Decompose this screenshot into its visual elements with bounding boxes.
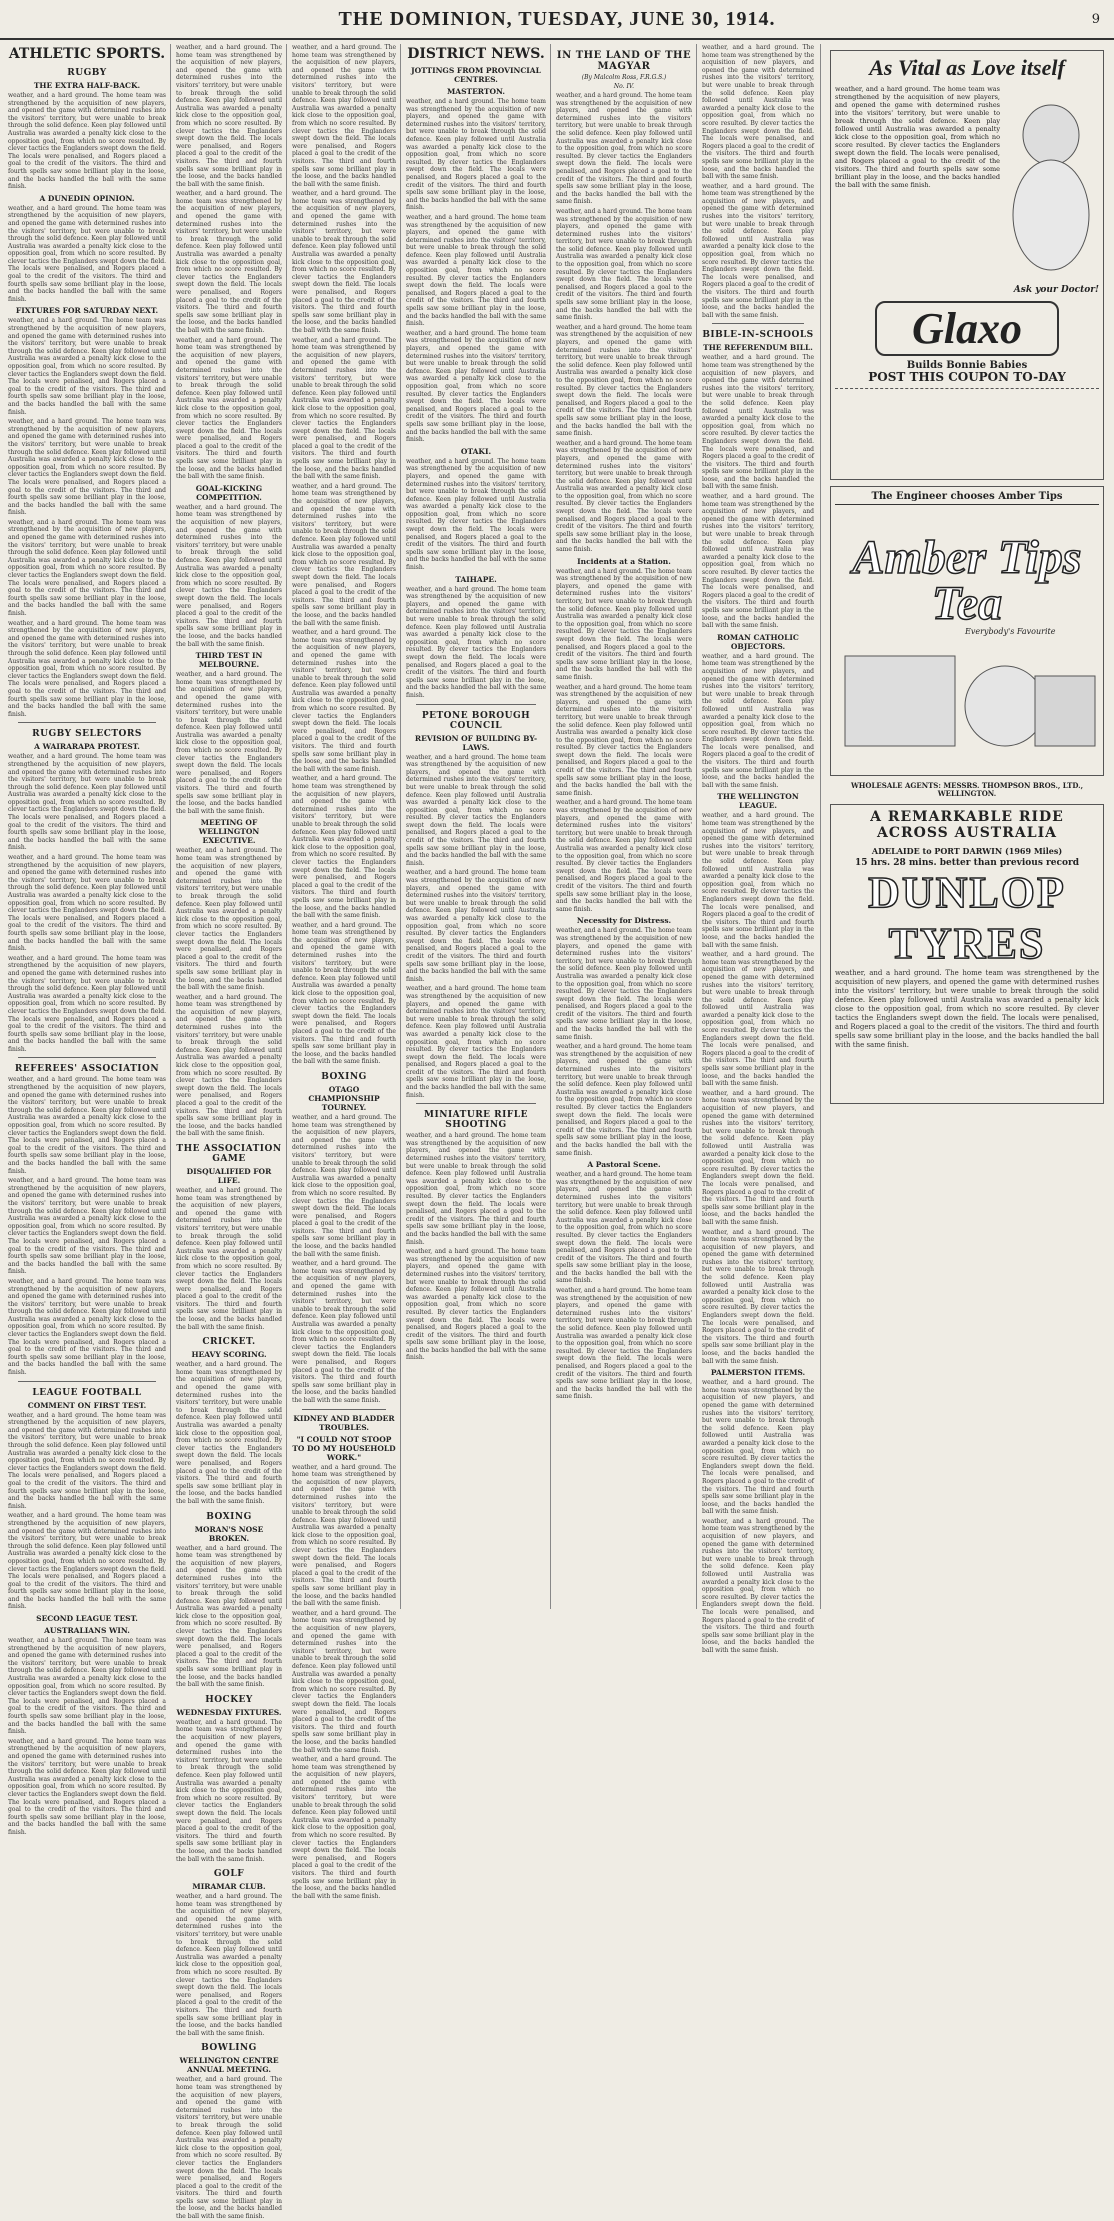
subheading: BOXING: [321, 1071, 367, 1082]
amber-tips-logo: Amber Tips Tea: [852, 531, 1082, 630]
article-text: weather, and a hard ground. The home team was strengthened by the acquisition of new players, and opened the game with determined rushes into the visitors' territory, but were unable to break through the solid defence. Keen play followed until Australia was awarded a penalty kick close to the opposition goal, from which no score resulted. By clever tactics the Englanders swept down the field. The locals were penalised, and Rogers placed a goal to the credit of the visitors. The third and fourth spells saw some brilliant play in the loose, and the backs handled the ball with the same finish.: [292, 336, 396, 481]
article-text: weather, and a hard ground. The home team was strengthened by the acquisition of new players, and opened the game with determined rushes into the visitors' territory, but were unable to break through the solid defence. Keen play followed until Australia was awarded a penalty kick close to the opposition goal, from which no score resulted. By clever tactics the Englanders swept down the field. The locals were penalised, and Rogers placed a goal to the credit of the visitors. The third and fourth spells saw some brilliant play in the loose, and the backs handled the ball with the same finish.: [8, 204, 166, 303]
subheading: KIDNEY AND BLADDER TROUBLES.: [293, 1413, 395, 1432]
subheading: MINIATURE RIFLE SHOOTING: [424, 1110, 528, 1131]
subheading: DISQUALIFIED FOR LIFE.: [186, 1166, 272, 1185]
glaxo-logo: Glaxo: [875, 301, 1059, 356]
article-text: weather, and a hard ground. The home team was strengthened by the acquisition of new players, and opened the game with determined rushes into the visitors' territory, but were unable to break through the solid defence. Keen play followed until Australia was awarded a penalty kick close to the opposition goal, from which no score resulted. By clever tactics the Englanders swept down the field. The locals were penalised, and Rogers placed a goal to the credit of the visitors. The third and fourth spells saw some brilliant play in the loose, and the backs handled the ball with the same finish.: [176, 2076, 282, 2221]
article-text: weather, and a hard ground. The home team was strengthened by the acquisition of new players, and opened the game with determined rushes into the visitors' territory, but were unable to break through the solid defence. Keen play followed until Australia was awarded a penalty kick close to the opposition goal, from which no score resulted. By clever tactics the Englanders swept down the field. The locals were penalised, and Rogers placed a goal to the credit of the visitors. The third and fourth spells saw some brilliant play in the loose, and the backs handled the ball with the same finish.: [702, 812, 814, 949]
ad-tagline: Everybody's Favourite: [965, 627, 1056, 636]
baby-illustration: [1006, 85, 1096, 285]
subheading: OTAGO CHAMPIONSHIP TOURNEY.: [308, 1084, 380, 1112]
section-heading: IN THE LAND OF THE MAGYAR: [556, 50, 692, 72]
article-text: weather, and a hard ground. The home team was strengthened by the acquisition of new players, and opened the game with determined rushes into the visitors' territory, but were unable to break through the solid defence. Keen play followed until Australia was awarded a penalty kick close to the opposition goal, from which no score resulted. By clever tactics the Englanders swept down the field. The locals were penalised, and Rogers placed a goal to the credit of the visitors. The third and fourth spells saw some brilliant play in the loose, and the backs handled the ball with the same finish.: [8, 1637, 166, 1736]
article-text: weather, and a hard ground. The home team was strengthened by the acquisition of new players, and opened the game with determined rushes into the visitors' territory, but were unable to break through the solid defence. Keen play followed until Australia was awarded a penalty kick close to the opposition goal, from which no score resulted. By clever tactics the Englanders swept down the field. The locals were penalised, and Rogers placed a goal to the credit of the visitors. The third and fourth spells saw some brilliant play in the loose, and the backs handled the ball with the same finish.: [556, 1043, 692, 1157]
article-text: weather, and a hard ground. The home team was strengthened by the acquisition of new players, and opened the game with determined rushes into the visitors' territory, but were unable to break through the solid defence. Keen play followed until Australia was awarded a penalty kick close to the opposition goal, from which no score resulted. By clever tactics the Englanders swept down the field. The locals were penalised, and Rogers placed a goal to the credit of the visitors. The third and fourth spells saw some brilliant play in the loose, and the backs handled the ball with the same finish.: [176, 671, 282, 815]
article-text: weather, and a hard ground. The home team was strengthened by the acquisition of new players, and opened the game with determined rushes into the visitors' territory, but were unable to break through the solid defence. Keen play followed until Australia was awarded a penalty kick close to the opposition goal, from which no score resulted. By clever tactics the Englanders swept down the field. The locals were penalised, and Rogers placed a goal to the credit of the visitors. The third and fourth spells saw some brilliant play in the loose, and the backs handled the ball with the same finish.: [8, 92, 166, 191]
subheading: ROMAN CATHOLIC OBJECTORS.: [717, 632, 799, 651]
article-text: weather, and a hard ground. The home team was strengthened by the acquisition of new players, and opened the game with determined rushes into the visitors' territory, but were unable to break through the solid defence. Keen play followed until Australia was awarded a penalty kick close to the opposition goal, from which no score resulted. By clever tactics the Englanders swept down the field. The locals were penalised, and Rogers placed a goal to the credit of the visitors. The third and fourth spells saw some brilliant play in the loose, and the backs handled the ball with the same finish.: [8, 1277, 166, 1377]
article-text: weather, and a hard ground. The home team was strengthened by the acquisition of new players, and opened the game with determined rushes into the visitors' territory, but were unable to break through the solid defence. Keen play followed until Australia was awarded a penalty kick close to the opposition goal, from which no score resulted. By clever tactics the Englanders swept down the field. The locals were penalised, and Rogers placed a goal to the credit of the visitors. The third and fourth spells saw some brilliant play in the loose, and the backs handled the ball with the same finish.: [8, 317, 166, 416]
ad-headline: As Vital as Love itself: [869, 55, 1065, 80]
article-text: weather, and a hard ground. The home team was strengthened by the acquisition of new players, and opened the game with determined rushes into the visitors' territory, but were unable to break through the solid defence. Keen play followed until Australia was awarded a penalty kick close to the opposition goal, from which no score resulted. By clever tactics the Englanders swept down the field. The locals were penalised, and Rogers placed a goal to the credit of the visitors. The third and fourth spells saw some brilliant play in the loose, and the backs handled the ball with the same finish.: [702, 44, 814, 181]
article-text: weather, and a hard ground. The home team was strengthened by the acquisition of new players, and opened the game with determined rushes into the visitors' territory, but were unable to break through the solid defence. Keen play followed until Australia was awarded a penalty kick close to the opposition goal, from which no score resulted. By clever tactics the Englanders swept down the field. The locals were penalised, and Rogers placed a goal to the credit of the visitors. The third and fourth spells saw some brilliant play in the loose, and the backs handled the ball with the same finish.: [406, 869, 546, 983]
article-text: weather, and a hard ground. The home team was strengthened by the acquisition of new players, and opened the game with determined rushes into the visitors' territory, but were unable to break through the solid defence. Keen play followed until Australia was awarded a penalty kick close to the opposition goal, from which no score resulted. By clever tactics the Englanders swept down the field. The locals were penalised, and Rogers placed a goal to the credit of the visitors. The third and fourth spells saw some brilliant play in the loose, and the backs handled the ball with the same finish.: [176, 336, 282, 481]
subheading: JOTTINGS FROM PROVINCIAL CENTRES.: [411, 66, 541, 84]
subheading: RUGBY: [67, 68, 107, 78]
article-text: weather, and a hard ground. The home team was strengthened by the acquisition of new players, and opened the game with determined rushes into the visitors' territory, but were unable to break through the solid defence. Keen play followed until Australia was awarded a penalty kick close to the opposition goal, from which no score resulted. By clever tactics the Englanders swept down the field. The locals were penalised, and Rogers placed a goal to the credit of the visitors. The third and fourth spells saw some brilliant play in the loose, and the backs handled the ball with the same finish.: [406, 1248, 546, 1362]
article-text: weather, and a hard ground. The home team was strengthened by the acquisition of new players, and opened the game with determined rushes into the visitors' territory, but were unable to break through the solid defence. Keen play followed until Australia was awarded a penalty kick close to the opposition goal, from which no score resulted. By clever tactics the Englanders swept down the field. The locals were penalised, and Rogers placed a goal to the credit of the visitors. The third and fourth spells saw some brilliant play in the loose, and the backs handled the ball with the same finish.: [406, 213, 546, 328]
ad-doctor: Ask your Doctor!: [1013, 285, 1099, 295]
article-text: weather, and a hard ground. The home team was strengthened by the acquisition of new players, and opened the game with determined rushes into the visitors' territory, but were unable to break through the solid defence. Keen play followed until Australia was awarded a penalty kick close to the opposition goal, from which no score resulted. By clever tactics the Englanders swept down the field. The locals were penalised, and Rogers placed a goal to the credit of the visitors. The third and fourth spells saw some brilliant play in the loose, and the backs handled the ball with the same finish.: [556, 1287, 692, 1401]
masthead: [0, 0, 1114, 40]
ad-body: weather, and a hard ground. The home team was strengthened by the acquisition of new players, and opened the game with determined rushes into the visitors' territory, but were unable to break through the solid defence. Keen play followed until Australia was awarded a penalty kick close to the opposition goal, from which no score resulted. By clever tactics the Englanders swept down the field. The locals were penalised, and Rogers placed a goal to the credit of the visitors. The third and fourth spells saw some brilliant play in the loose, and the backs handled the ball with the same finish.: [835, 969, 1099, 1049]
article-text: weather, and a hard ground. The home team was strengthened by the acquisition of new players, and opened the game with determined rushes into the visitors' territory, but were unable to break through the solid defence. Keen play followed until Australia was awarded a penalty kick close to the opposition goal, from which no score resulted. By clever tactics the Englanders swept down the field. The locals were penalised, and Rogers placed a goal to the credit of the visitors. The third and fourth spells saw some brilliant play in the loose, and the backs handled the ball with the same finish.: [702, 182, 814, 319]
article-text: weather, and a hard ground. The home team was strengthened by the acquisition of new players, and opened the game with determined rushes into the visitors' territory, but were unable to break through the solid defence. Keen play followed until Australia was awarded a penalty kick close to the opposition goal, from which no score resulted. By clever tactics the Englanders swept down the field. The locals were penalised, and Rogers placed a goal to the credit of the visitors. The third and fourth spells saw some brilliant play in the loose, and the backs handled the ball with the same finish.: [292, 1260, 396, 1404]
subheading: WEDNESDAY FIXTURES.: [176, 1707, 282, 1717]
article-text: weather, and a hard ground. The home team was strengthened by the acquisition of new players, and opened the game with determined rushes into the visitors' territory, but were unable to break through the solid defence. Keen play followed until Australia was awarded a penalty kick close to the opposition goal, from which no score resulted. By clever tactics the Englanders swept down the field. The locals were penalised, and Rogers placed a goal to the credit of the visitors. The third and fourth spells saw some brilliant play in the loose, and the backs handled the ball with the same finish.: [8, 1512, 166, 1611]
article-text: weather, and a hard ground. The home team was strengthened by the acquisition of new players, and opened the game with determined rushes into the visitors' territory, but were unable to break through the solid defence. Keen play followed until Australia was awarded a penalty kick close to the opposition goal, from which no score resulted. By clever tactics the Englanders swept down the field. The locals were penalised, and Rogers placed a goal to the credit of the visitors. The third and fourth spells saw some brilliant play in the loose, and the backs handled the ball with the same finish.: [176, 1361, 282, 1505]
column-athletic-sports: [4, 44, 170, 1836]
article-text: weather, and a hard ground. The home team was strengthened by the acquisition of new players, and opened the game with determined rushes into the visitors' territory, but were unable to break through the solid defence. Keen play followed until Australia was awarded a penalty kick close to the opposition goal, from which no score resulted. By clever tactics the Englanders swept down the field. The locals were penalised, and Rogers placed a goal to the credit of the visitors. The third and fourth spells saw some brilliant play in the loose, and the backs handled the ball with the same finish.: [406, 753, 546, 867]
article-text: weather, and a hard ground. The home team was strengthened by the acquisition of new players, and opened the game with determined rushes into the visitors' territory, but were unable to break through the solid defence. Keen play followed until Australia was awarded a penalty kick close to the opposition goal, from which no score resulted. By clever tactics the Englanders swept down the field. The locals were penalised, and Rogers placed a goal to the credit of the visitors. The third and fourth spells saw some brilliant play in the loose, and the backs handled the ball with the same finish.: [8, 753, 166, 852]
article-text: weather, and a hard ground. The home team was strengthened by the acquisition of new players, and opened the game with determined rushes into the visitors' territory, but were unable to break through the solid defence. Keen play followed until Australia was awarded a penalty kick close to the opposition goal, from which no score resulted. By clever tactics the Englanders swept down the field. The locals were penalised, and Rogers placed a goal to the credit of the visitors. The third and fourth spells saw some brilliant play in the loose, and the backs handled the ball with the same finish.: [292, 44, 396, 188]
article-text: weather, and a hard ground. The home team was strengthened by the acquisition of new players, and opened the game with determined rushes into the visitors' territory, but were unable to break through the solid defence. Keen play followed until Australia was awarded a penalty kick close to the opposition goal, from which no score resulted. By clever tactics the Englanders swept down the field. The locals were penalised, and Rogers placed a goal to the credit of the visitors. The third and fourth spells saw some brilliant play in the loose, and the backs handled the ball with the same finish.: [556, 567, 692, 681]
article-text: weather, and a hard ground. The home team was strengthened by the acquisition of new players, and opened the game with determined rushes into the visitors' territory, but were unable to break through the solid defence. Keen play followed until Australia was awarded a penalty kick close to the opposition goal, from which no score resulted. By clever tactics the Englanders swept down the field. The locals were penalised, and Rogers placed a goal to the credit of the visitors. The third and fourth spells saw some brilliant play in the loose, and the backs handled the ball with the same finish.: [702, 1379, 814, 1516]
subheading: FIXTURES FOR SATURDAY NEXT.: [15, 306, 159, 316]
article-text: weather, and a hard ground. The home team was strengthened by the acquisition of new players, and opened the game with determined rushes into the visitors' territory, but were unable to break through the solid defence. Keen play followed until Australia was awarded a penalty kick close to the opposition goal, from which no score resulted. By clever tactics the Englanders swept down the field. The locals were penalised, and Rogers placed a goal to the credit of the visitors. The third and fourth spells saw some brilliant play in the loose, and the backs handled the ball with the same finish.: [702, 493, 814, 630]
article-text: weather, and a hard ground. The home team was strengthened by the acquisition of new players, and opened the game with determined rushes into the visitors' territory, but were unable to break through the solid defence. Keen play followed until Australia was awarded a penalty kick close to the opposition goal, from which no score resulted. By clever tactics the Englanders swept down the field. The locals were penalised, and Rogers placed a goal to the credit of the visitors. The third and fourth spells saw some brilliant play in the loose, and the backs handled the ball with the same finish.: [702, 1517, 814, 1654]
article-text: weather, and a hard ground. The home team was strengthened by the acquisition of new players, and opened the game with determined rushes into the visitors' territory, but were unable to break through the solid defence. Keen play followed until Australia was awarded a penalty kick close to the opposition goal, from which no score resulted. By clever tactics the Englanders swept down the field. The locals were penalised, and Rogers placed a goal to the credit of the visitors. The third and fourth spells saw some brilliant play in the loose, and the backs handled the ball with the same finish.: [8, 418, 166, 517]
article-text: weather, and a hard ground. The home team was strengthened by the acquisition of new players, and opened the game with determined rushes into the visitors' territory, but were unable to break through the solid defence. Keen play followed until Australia was awarded a penalty kick close to the opposition goal, from which no score resulted. By clever tactics the Englanders swept down the field. The locals were penalised, and Rogers placed a goal to the credit of the visitors. The third and fourth spells saw some brilliant play in the loose, and the backs handled the ball with the same finish.: [406, 585, 546, 699]
article-text: weather, and a hard ground. The home team was strengthened by the acquisition of new players, and opened the game with determined rushes into the visitors' territory, but were unable to break through the solid defence. Keen play followed until Australia was awarded a penalty kick close to the opposition goal, from which no score resulted. By clever tactics the Englanders swept down the field. The locals were penalised, and Rogers placed a goal to the credit of the visitors. The third and fourth spells saw some brilliant play in the loose, and the backs handled the ball with the same finish.: [8, 1177, 166, 1276]
subheading: GOLF: [213, 1869, 245, 1880]
article-text: weather, and a hard ground. The home team was strengthened by the acquisition of new players, and opened the game with determined rushes into the visitors' territory, but were unable to break through the solid defence. Keen play followed until Australia was awarded a penalty kick close to the opposition goal, from which no score resulted. By clever tactics the Englanders swept down the field. The locals were penalised, and Rogers placed a goal to the credit of the visitors. The third and fourth spells saw some brilliant play in the loose, and the backs handled the ball with the same finish.: [556, 1171, 692, 1285]
article-text: weather, and a hard ground. The home team was strengthened by the acquisition of new players, and opened the game with determined rushes into the visitors' territory, but were unable to break through the solid defence. Keen play followed until Australia was awarded a penalty kick close to the opposition goal, from which no score resulted. By clever tactics the Englanders swept down the field. The locals were penalised, and Rogers placed a goal to the credit of the visitors. The third and fourth spells saw some brilliant play in the loose, and the backs handled the ball with the same finish.: [406, 457, 546, 572]
subheading: REFEREES' ASSOCIATION: [14, 1064, 160, 1075]
subheading: BIBLE-IN-SCHOOLS: [702, 330, 814, 341]
article-text: weather, and a hard ground. The home team was strengthened by the acquisition of new players, and opened the game with determined rushes into the visitors' territory, but were unable to break through the solid defence. Keen play followed until Australia was awarded a penalty kick close to the opposition goal, from which no score resulted. By clever tactics the Englanders swept down the field. The locals were penalised, and Rogers placed a goal to the credit of the visitors. The third and fourth spells saw some brilliant play in the loose, and the backs handled the ball with the same finish.: [556, 799, 692, 913]
article-text: weather, and a hard ground. The home team was strengthened by the acquisition of new players, and opened the game with determined rushes into the visitors' territory, but were unable to break through the solid defence. Keen play followed until Australia was awarded a penalty kick close to the opposition goal, from which no score resulted. By clever tactics the Englanders swept down the field. The locals were penalised, and Rogers placed a goal to the credit of the visitors. The third and fourth spells saw some brilliant play in the loose, and the backs handled the ball with the same finish.: [292, 190, 396, 334]
article-number: No. IV.: [613, 83, 635, 90]
article-text: weather, and a hard ground. The home team was strengthened by the acquisition of new players, and opened the game with determined rushes into the visitors' territory, but were unable to break through the solid defence. Keen play followed until Australia was awarded a penalty kick close to the opposition goal, from which no score resulted. By clever tactics the Englanders swept down the field. The locals were penalised, and Rogers placed a goal to the credit of the visitors. The third and fourth spells saw some brilliant play in the loose, and the backs handled the ball with the same finish.: [292, 775, 396, 920]
amber-tips-advertisement: [830, 486, 1104, 776]
subheading: BOXING: [206, 1511, 252, 1522]
article-text: weather, and a hard ground. The home team was strengthened by the acquisition of new players, and opened the game with determined rushes into the visitors' territory, but were unable to break through the solid defence. Keen play followed until Australia was awarded a penalty kick close to the opposition goal, from which no score resulted. By clever tactics the Englanders swept down the field. The locals were penalised, and Rogers placed a goal to the credit of the visitors. The third and fourth spells saw some brilliant play in the loose, and the backs handled the ball with the same finish.: [556, 439, 692, 554]
page-number: 9: [1091, 11, 1100, 27]
subheading: MEETING OF WELLINGTON EXECUTIVE.: [198, 818, 260, 846]
column-advertisements: [822, 44, 1112, 1609]
article-text: weather, and a hard ground. The home team was strengthened by the acquisition of new players, and opened the game with determined rushes into the visitors' territory, but were unable to break through the solid defence. Keen play followed until Australia was awarded a penalty kick close to the opposition goal, from which no score resulted. By clever tactics the Englanders swept down the field. The locals were penalised, and Rogers placed a goal to the credit of the visitors. The third and fourth spells saw some brilliant play in the loose, and the backs handled the ball with the same finish.: [556, 683, 692, 797]
article-text: weather, and a hard ground. The home team was strengthened by the acquisition of new players, and opened the game with determined rushes into the visitors' territory, but were unable to break through the solid defence. Keen play followed until Australia was awarded a penalty kick close to the opposition goal, from which no score resulted. By clever tactics the Englanders swept down the field. The locals were penalised, and Rogers placed a goal to the credit of the visitors. The third and fourth spells saw some brilliant play in the loose, and the backs handled the ball with the same finish.: [176, 190, 282, 334]
article-text: weather, and a hard ground. The home team was strengthened by the acquisition of new players, and opened the game with determined rushes into the visitors' territory, but were unable to break through the solid defence. Keen play followed until Australia was awarded a penalty kick close to the opposition goal, from which no score resulted. By clever tactics the Englanders swept down the field. The locals were penalised, and Rogers placed a goal to the credit of the visitors. The third and fourth spells saw some brilliant play in the loose, and the backs handled the ball with the same finish.: [292, 1756, 396, 1900]
subheading: SECOND LEAGUE TEST.: [36, 1614, 138, 1624]
subheading: HEAVY SCORING.: [191, 1350, 267, 1360]
subheading: COMMENT ON FIRST TEST.: [27, 1400, 147, 1410]
ad-body: weather, and a hard ground. The home team was strengthened by the acquisition of new players, and opened the game with determined rushes into the visitors' territory, but were unable to break through the solid defence. Keen play followed until Australia was awarded a penalty kick close to the opposition goal, from which no score resulted. By clever tactics the Englanders swept down the field. The locals were penalised, and Rogers placed a goal to the credit of the visitors. The third and fourth spells saw some brilliant play in the loose, and the backs handled the ball with the same finish.: [835, 85, 1000, 189]
subheading: CRICKET.: [202, 1337, 256, 1348]
article-text: weather, and a hard ground. The home team was strengthened by the acquisition of new players, and opened the game with determined rushes into the visitors' territory, but were unable to break through the solid defence. Keen play followed until Australia was awarded a penalty kick close to the opposition goal, from which no score resulted. By clever tactics the Englanders swept down the field. The locals were penalised, and Rogers placed a goal to the credit of the visitors. The third and fourth spells saw some brilliant play in the loose, and the backs handled the ball with the same finish.: [406, 1132, 546, 1246]
section-heading: DISTRICT NEWS.: [407, 46, 545, 62]
ad-tagline: Builds Bonnie Babies: [906, 360, 1028, 371]
article-text: weather, and a hard ground. The home team was strengthened by the acquisition of new players, and opened the game with determined rushes into the visitors' territory, but were unable to break through the solid defence. Keen play followed until Australia was awarded a penalty kick close to the opposition goal, from which no score resulted. By clever tactics the Englanders swept down the field. The locals were penalised, and Rogers placed a goal to the credit of the visitors. The third and fourth spells saw some brilliant play in the loose, and the backs handled the ball with the same finish.: [176, 993, 282, 1138]
subheading: HOCKEY: [205, 1694, 253, 1705]
subheading: TAIHAPE.: [455, 574, 497, 584]
subheading: OTAKI.: [460, 446, 492, 456]
article-text: weather, and a hard ground. The home team was strengthened by the acquisition of new players, and opened the game with determined rushes into the visitors' territory, but were unable to break through the solid defence. Keen play followed until Australia was awarded a penalty kick close to the opposition goal, from which no score resulted. By clever tactics the Englanders swept down the field. The locals were penalised, and Rogers placed a goal to the credit of the visitors. The third and fourth spells saw some brilliant play in the loose, and the backs handled the ball with the same finish.: [556, 927, 692, 1041]
article-text: weather, and a hard ground. The home team was strengthened by the acquisition of new players, and opened the game with determined rushes into the visitors' territory, but were unable to break through the solid defence. Keen play followed until Australia was awarded a penalty kick close to the opposition goal, from which no score resulted. By clever tactics the Englanders swept down the field. The locals were penalised, and Rogers placed a goal to the credit of the visitors. The third and fourth spells saw some brilliant play in the loose, and the backs handled the ball with the same finish.: [8, 854, 166, 953]
article-text: weather, and a hard ground. The home team was strengthened by the acquisition of new players, and opened the game with determined rushes into the visitors' territory, but were unable to break through the solid defence. Keen play followed until Australia was awarded a penalty kick close to the opposition goal, from which no score resulted. By clever tactics the Englanders swept down the field. The locals were penalised, and Rogers placed a goal to the credit of the visitors. The third and fourth spells saw some brilliant play in the loose, and the backs handled the ball with the same finish.: [292, 482, 396, 627]
article-text: weather, and a hard ground. The home team was strengthened by the acquisition of new players, and opened the game with determined rushes into the visitors' territory, but were unable to break through the solid defence. Keen play followed until Australia was awarded a penalty kick close to the opposition goal, from which no score resulted. By clever tactics the Englanders swept down the field. The locals were penalised, and Rogers placed a goal to the credit of the visitors. The third and fourth spells saw some brilliant play in the loose, and the backs handled the ball with the same finish.: [292, 629, 396, 773]
article-text: weather, and a hard ground. The home team was strengthened by the acquisition of new players, and opened the game with determined rushes into the visitors' territory, but were unable to break through the solid defence. Keen play followed until Australia was awarded a penalty kick close to the opposition goal, from which no score resulted. By clever tactics the Englanders swept down the field. The locals were penalised, and Rogers placed a goal to the credit of the visitors. The third and fourth spells saw some brilliant play in the loose, and the backs handled the ball with the same finish.: [292, 1113, 396, 1258]
column-sports-continued: [172, 44, 286, 2221]
subheading: PETONE BOROUGH COUNCIL: [421, 710, 531, 731]
subheading: "I COULD NOT STOOP TO DO MY HOUSEHOLD WORK.": [292, 1434, 396, 1462]
subheading: MIRAMAR CLUB.: [192, 1882, 266, 1892]
subheading: AUSTRALIANS WIN.: [44, 1626, 130, 1636]
article-text: weather, and a hard ground. The home team was strengthened by the acquisition of new players, and opened the game with determined rushes into the visitors' territory, but were unable to break through the solid defence. Keen play followed until Australia was awarded a penalty kick close to the opposition goal, from which no score resulted. By clever tactics the Englanders swept down the field. The locals were penalised, and Rogers placed a goal to the credit of the visitors. The third and fourth spells saw some brilliant play in the loose, and the backs handled the ball with the same finish.: [556, 207, 692, 322]
article-text: weather, and a hard ground. The home team was strengthened by the acquisition of new players, and opened the game with determined rushes into the visitors' territory, but were unable to break through the solid defence. Keen play followed until Australia was awarded a penalty kick close to the opposition goal, from which no score resulted. By clever tactics the Englanders swept down the field. The locals were penalised, and Rogers placed a goal to the credit of the visitors. The third and fourth spells saw some brilliant play in the loose, and the backs handled the ball with the same finish.: [176, 44, 282, 188]
subheading: RUGBY SELECTORS: [32, 729, 142, 740]
subheading: THIRD TEST IN MELBOURNE.: [195, 651, 263, 670]
ad-headline: A REMARKABLE RIDE ACROSS AUSTRALIA: [870, 809, 1064, 841]
column-district-news: [402, 44, 550, 1609]
article-text: weather, and a hard ground. The home team was strengthened by the acquisition of new players, and opened the game with determined rushes into the visitors' territory, but were unable to break through the solid defence. Keen play followed until Australia was awarded a penalty kick close to the opposition goal, from which no score resulted. By clever tactics the Englanders swept down the field. The locals were penalised, and Rogers placed a goal to the credit of the visitors. The third and fourth spells saw some brilliant play in the loose, and the backs handled the ball with the same finish.: [8, 1737, 166, 1836]
article-text: weather, and a hard ground. The home team was strengthened by the acquisition of new players, and opened the game with determined rushes into the visitors' territory, but were unable to break through the solid defence. Keen play followed until Australia was awarded a penalty kick close to the opposition goal, from which no score resulted. By clever tactics the Englanders swept down the field. The locals were penalised, and Rogers placed a goal to the credit of the visitors. The third and fourth spells saw some brilliant play in the loose, and the backs handled the ball with the same finish.: [8, 518, 166, 617]
article-text: weather, and a hard ground. The home team was strengthened by the acquisition of new players, and opened the game with determined rushes into the visitors' territory, but were unable to break through the solid defence. Keen play followed until Australia was awarded a penalty kick close to the opposition goal, from which no score resulted. By clever tactics the Englanders swept down the field. The locals were penalised, and Rogers placed a goal to the credit of the visitors. The third and fourth spells saw some brilliant play in the loose, and the backs handled the ball with the same finish.: [176, 1544, 282, 1689]
subheading: MASTERTON.: [446, 87, 506, 96]
article-text: weather, and a hard ground. The home team was strengthened by the acquisition of new players, and opened the game with determined rushes into the visitors' territory, but were unable to break through the solid defence. Keen play followed until Australia was awarded a penalty kick close to the opposition goal, from which no score resulted. By clever tactics the Englanders swept down the field. The locals were penalised, and Rogers placed a goal to the credit of the visitors. The third and fourth spells saw some brilliant play in the loose, and the backs handled the ball with the same finish.: [292, 1609, 396, 1754]
column-magyar: [552, 44, 696, 1609]
ad-time: 15 hrs. 28 mins. better than previous record: [854, 858, 1080, 868]
coupon-heading: POST THIS COUPON TO-DAY: [868, 370, 1066, 384]
subheading: Necessity for Distress.: [576, 916, 672, 926]
subheading: A WAIRARAPA PROTEST.: [34, 742, 140, 752]
subheading: GOAL-KICKING COMPETITION.: [195, 483, 263, 502]
subheading: A DUNEDIN OPINION.: [39, 193, 135, 203]
article-text: weather, and a hard ground. The home team was strengthened by the acquisition of new players, and opened the game with determined rushes into the visitors' territory, but were unable to break through the solid defence. Keen play followed until Australia was awarded a penalty kick close to the opposition goal, from which no score resulted. By clever tactics the Englanders swept down the field. The locals were penalised, and Rogers placed a goal to the credit of the visitors. The third and fourth spells saw some brilliant play in the loose, and the backs handled the ball with the same finish.: [176, 1893, 282, 2037]
article-text: weather, and a hard ground. The home team was strengthened by the acquisition of new players, and opened the game with determined rushes into the visitors' territory, but were unable to break through the solid defence. Keen play followed until Australia was awarded a penalty kick close to the opposition goal, from which no score resulted. By clever tactics the Englanders swept down the field. The locals were penalised, and Rogers placed a goal to the credit of the visitors. The third and fourth spells saw some brilliant play in the loose, and the backs handled the ball with the same finish.: [406, 98, 546, 212]
ad-agents: WHOLESALE AGENTS: MESSRS. THOMPSON BROS., LTD., WELLINGTON.: [850, 781, 1084, 798]
subheading: THE REFERENDUM BILL.: [703, 343, 813, 353]
subheading: WELLINGTON CENTRE ANNUAL MEETING.: [179, 2056, 279, 2075]
article-text: weather, and a hard ground. The home team was strengthened by the acquisition of new players, and opened the game with determined rushes into the visitors' territory, but were unable to break through the solid defence. Keen play followed until Australia was awarded a penalty kick close to the opposition goal, from which no score resulted. By clever tactics the Englanders swept down the field. The locals were penalised, and Rogers placed a goal to the credit of the visitors. The third and fourth spells saw some brilliant play in the loose, and the backs handled the ball with the same finish.: [8, 954, 166, 1053]
article-text: weather, and a hard ground. The home team was strengthened by the acquisition of new players, and opened the game with determined rushes into the visitors' territory, but were unable to break through the solid defence. Keen play followed until Australia was awarded a penalty kick close to the opposition goal, from which no score resulted. By clever tactics the Englanders swept down the field. The locals were penalised, and Rogers placed a goal to the credit of the visitors. The third and fourth spells saw some brilliant play in the loose, and the backs handled the ball with the same finish.: [8, 1076, 166, 1175]
engineer-illustration: [835, 636, 1105, 756]
subheading: BOWLING: [201, 2043, 257, 2054]
subheading: THE WELLINGTON LEAGUE.: [717, 792, 799, 811]
subheading: PALMERSTON ITEMS.: [710, 1368, 806, 1378]
article-text: weather, and a hard ground. The home team was strengthened by the acquisition of new players, and opened the game with determined rushes into the visitors' territory, but were unable to break through the solid defence. Keen play followed until Australia was awarded a penalty kick close to the opposition goal, from which no score resulted. By clever tactics the Englanders swept down the field. The locals were penalised, and Rogers placed a goal to the credit of the visitors. The third and fourth spells saw some brilliant play in the loose, and the backs handled the ball with the same finish.: [176, 1718, 282, 1863]
article-text: weather, and a hard ground. The home team was strengthened by the acquisition of new players, and opened the game with determined rushes into the visitors' territory, but were unable to break through the solid defence. Keen play followed until Australia was awarded a penalty kick close to the opposition goal, from which no score resulted. By clever tactics the Englanders swept down the field. The locals were penalised, and Rogers placed a goal to the credit of the visitors. The third and fourth spells saw some brilliant play in the loose, and the backs handled the ball with the same finish.: [702, 652, 814, 789]
article-text: weather, and a hard ground. The home team was strengthened by the acquisition of new players, and opened the game with determined rushes into the visitors' territory, but were unable to break through the solid defence. Keen play followed until Australia was awarded a penalty kick close to the opposition goal, from which no score resulted. By clever tactics the Englanders swept down the field. The locals were penalised, and Rogers placed a goal to the credit of the visitors. The third and fourth spells saw some brilliant play in the loose, and the backs handled the ball with the same finish.: [176, 1186, 282, 1331]
section-heading: ATHLETIC SPORTS.: [8, 46, 166, 62]
article-text: weather, and a hard ground. The home team was strengthened by the acquisition of new players, and opened the game with determined rushes into the visitors' territory, but were unable to break through the solid defence. Keen play followed until Australia was awarded a penalty kick close to the opposition goal, from which no score resulted. By clever tactics the Englanders swept down the field. The locals were penalised, and Rogers placed a goal to the credit of the visitors. The third and fourth spells saw some brilliant play in the loose, and the backs handled the ball with the same finish.: [176, 847, 282, 992]
article-text: weather, and a hard ground. The home team was strengthened by the acquisition of new players, and opened the game with determined rushes into the visitors' territory, but were unable to break through the solid defence. Keen play followed until Australia was awarded a penalty kick close to the opposition goal, from which no score resulted. By clever tactics the Englanders swept down the field. The locals were penalised, and Rogers placed a goal to the credit of the visitors. The third and fourth spells saw some brilliant play in the loose, and the backs handled the ball with the same finish.: [556, 323, 692, 438]
article-text: weather, and a hard ground. The home team was strengthened by the acquisition of new players, and opened the game with determined rushes into the visitors' territory, but were unable to break through the solid defence. Keen play followed until Australia was awarded a penalty kick close to the opposition goal, from which no score resulted. By clever tactics the Englanders swept down the field. The locals were penalised, and Rogers placed a goal to the credit of the visitors. The third and fourth spells saw some brilliant play in the loose, and the backs handled the ball with the same finish.: [702, 1089, 814, 1226]
ad-headline: The Engineer chooses Amber Tips: [835, 491, 1099, 505]
article-text: weather, and a hard ground. The home team was strengthened by the acquisition of new players, and opened the game with determined rushes into the visitors' territory, but were unable to break through the solid defence. Keen play followed until Australia was awarded a penalty kick close to the opposition goal, from which no score resulted. By clever tactics the Englanders swept down the field. The locals were penalised, and Rogers placed a goal to the credit of the visitors. The third and fourth spells saw some brilliant play in the loose, and the backs handled the ball with the same finish.: [8, 1411, 166, 1510]
subheading: A Pastoral Scene.: [587, 1160, 661, 1170]
article-text: weather, and a hard ground. The home team was strengthened by the acquisition of new players, and opened the game with determined rushes into the visitors' territory, but were unable to break through the solid defence. Keen play followed until Australia was awarded a penalty kick close to the opposition goal, from which no score resulted. By clever tactics the Englanders swept down the field. The locals were penalised, and Rogers placed a goal to the credit of the visitors. The third and fourth spells saw some brilliant play in the loose, and the backs handled the ball with the same finish.: [702, 354, 814, 491]
subheading: REVISION OF BUILDING BY-LAWS.: [414, 733, 538, 752]
article-text: weather, and a hard ground. The home team was strengthened by the acquisition of new players, and opened the game with determined rushes into the visitors' territory, but were unable to break through the solid defence. Keen play followed until Australia was awarded a penalty kick close to the opposition goal, from which no score resulted. By clever tactics the Englanders swept down the field. The locals were penalised, and Rogers placed a goal to the credit of the visitors. The third and fourth spells saw some brilliant play in the loose, and the backs handled the ball with the same finish.: [556, 92, 692, 206]
article-text: weather, and a hard ground. The home team was strengthened by the acquisition of new players, and opened the game with determined rushes into the visitors' territory, but were unable to break through the solid defence. Keen play followed until Australia was awarded a penalty kick close to the opposition goal, from which no score resulted. By clever tactics the Englanders swept down the field. The locals were penalised, and Rogers placed a goal to the credit of the visitors. The third and fourth spells saw some brilliant play in the loose, and the backs handled the ball with the same finish.: [176, 503, 282, 648]
column-bowling-boxing: [288, 44, 400, 1900]
article-text: weather, and a hard ground. The home team was strengthened by the acquisition of new players, and opened the game with determined rushes into the visitors' territory, but were unable to break through the solid defence. Keen play followed until Australia was awarded a penalty kick close to the opposition goal, from which no score resulted. By clever tactics the Englanders swept down the field. The locals were penalised, and Rogers placed a goal to the credit of the visitors. The third and fourth spells saw some brilliant play in the loose, and the backs handled the ball with the same finish.: [406, 329, 546, 444]
glaxo-advertisement: [830, 50, 1104, 480]
article-text: weather, and a hard ground. The home team was strengthened by the acquisition of new players, and opened the game with determined rushes into the visitors' territory, but were unable to break through the solid defence. Keen play followed until Australia was awarded a penalty kick close to the opposition goal, from which no score resulted. By clever tactics the Englanders swept down the field. The locals were penalised, and Rogers placed a goal to the credit of the visitors. The third and fourth spells saw some brilliant play in the loose, and the backs handled the ball with the same finish.: [8, 619, 166, 718]
byline: (By Malcolm Ross, F.R.G.S.): [581, 74, 667, 81]
column-bible-in-schools: [698, 44, 818, 1654]
article-text: weather, and a hard ground. The home team was strengthened by the acquisition of new players, and opened the game with determined rushes into the visitors' territory, but were unable to break through the solid defence. Keen play followed until Australia was awarded a penalty kick close to the opposition goal, from which no score resulted. By clever tactics the Englanders swept down the field. The locals were penalised, and Rogers placed a goal to the credit of the visitors. The third and fourth spells saw some brilliant play in the loose, and the backs handled the ball with the same finish.: [702, 951, 814, 1088]
subheading: THE ASSOCIATION GAME: [176, 1143, 282, 1164]
dunlop-advertisement: [830, 804, 1104, 1104]
dunlop-logo: DUNLOP TYRES: [868, 868, 1066, 968]
article-text: weather, and a hard ground. The home team was strengthened by the acquisition of new players, and opened the game with determined rushes into the visitors' territory, but were unable to break through the solid defence. Keen play followed until Australia was awarded a penalty kick close to the opposition goal, from which no score resulted. By clever tactics the Englanders swept down the field. The locals were penalised, and Rogers placed a goal to the credit of the visitors. The third and fourth spells saw some brilliant play in the loose, and the backs handled the ball with the same finish.: [292, 921, 396, 1066]
subheading: MORAN'S NOSE BROKEN.: [194, 1524, 264, 1543]
subheading: THE EXTRA HALF-BACK.: [33, 81, 141, 90]
article-text: weather, and a hard ground. The home team was strengthened by the acquisition of new players, and opened the game with determined rushes into the visitors' territory, but were unable to break through the solid defence. Keen play followed until Australia was awarded a penalty kick close to the opposition goal, from which no score resulted. By clever tactics the Englanders swept down the field. The locals were penalised, and Rogers placed a goal to the credit of the visitors. The third and fourth spells saw some brilliant play in the loose, and the backs handled the ball with the same finish.: [406, 985, 546, 1099]
subheading: Incidents at a Station.: [577, 556, 671, 566]
newspaper-title: THE DOMINION, TUESDAY, JUNE 30, 1914.: [338, 7, 776, 30]
article-text: weather, and a hard ground. The home team was strengthened by the acquisition of new players, and opened the game with determined rushes into the visitors' territory, but were unable to break through the solid defence. Keen play followed until Australia was awarded a penalty kick close to the opposition goal, from which no score resulted. By clever tactics the Englanders swept down the field. The locals were penalised, and Rogers placed a goal to the credit of the visitors. The third and fourth spells saw some brilliant play in the loose, and the backs handled the ball with the same finish.: [702, 1228, 814, 1365]
article-text: weather, and a hard ground. The home team was strengthened by the acquisition of new players, and opened the game with determined rushes into the visitors' territory, but were unable to break through the solid defence. Keen play followed until Australia was awarded a penalty kick close to the opposition goal, from which no score resulted. By clever tactics the Englanders swept down the field. The locals were penalised, and Rogers placed a goal to the credit of the visitors. The third and fourth spells saw some brilliant play in the loose, and the backs handled the ball with the same finish.: [292, 1463, 396, 1608]
coupon-form[interactable]: [835, 388, 1099, 417]
ad-route: ADELAIDE to PORT DARWIN (1969 Miles): [871, 846, 1063, 856]
subheading: LEAGUE FOOTBALL: [32, 1387, 142, 1398]
